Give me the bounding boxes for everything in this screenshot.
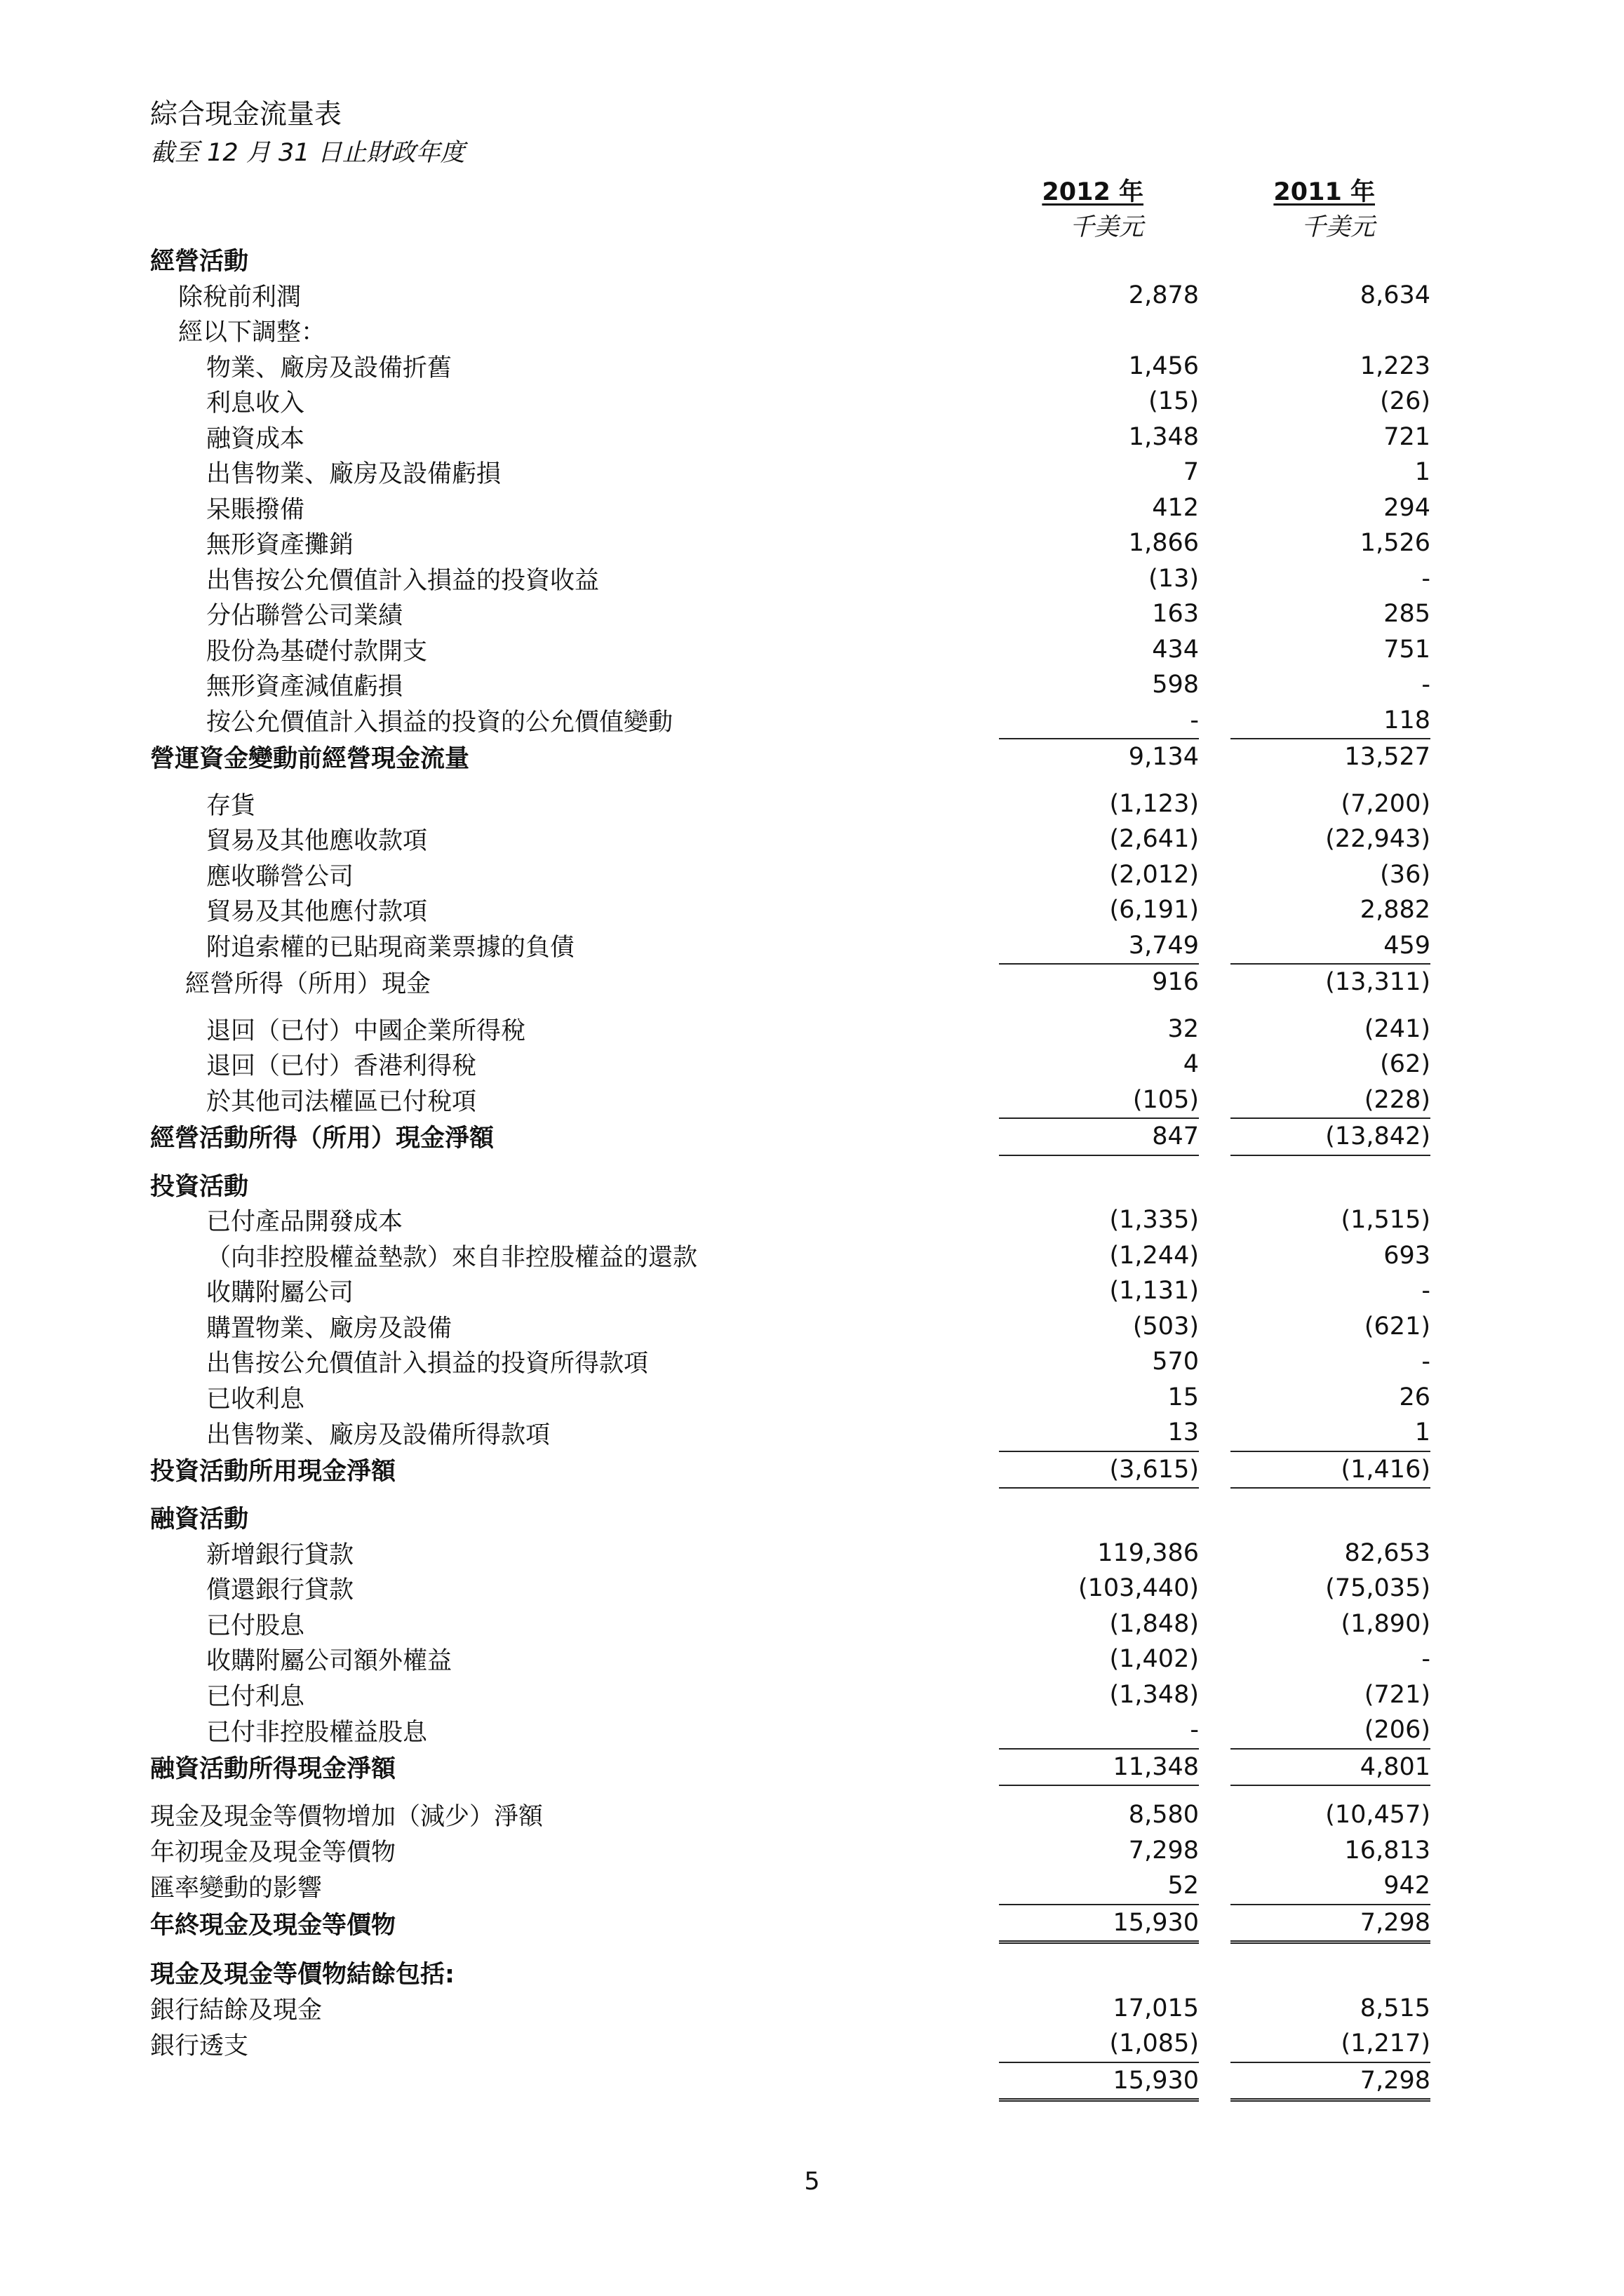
column-gap (1199, 1712, 1230, 1749)
line-item-row (150, 1797, 1430, 1833)
row-label: 無形資產攤銷 (206, 531, 354, 560)
section-heading-row (150, 1167, 1430, 1203)
line-item-row (150, 1238, 1430, 1274)
value-2012: (3,615) (999, 1451, 1199, 1489)
column-unit-2012: 千美元 (1069, 213, 1143, 241)
line-item-row (150, 786, 1430, 822)
value-2011: (10,457) (1325, 1801, 1430, 1830)
value-2012: 15 (1167, 1383, 1199, 1411)
row-label: 經以下調整： (178, 318, 326, 347)
row-label: （向非控股權益墊款）來自非控股權益的還款 (206, 1243, 698, 1272)
value-2011: 1 (1414, 458, 1430, 487)
value-2012: 119,386 (1097, 1538, 1199, 1567)
value-2012: (1,123) (1109, 789, 1199, 818)
column-gap (1199, 1905, 1230, 1942)
line-item-row (150, 1415, 1430, 1451)
value-2012: (6,191) (1109, 896, 1199, 925)
page-number: 5 (804, 2168, 820, 2196)
section-heading-row (150, 1500, 1430, 1536)
value-2012: (2,641) (1109, 825, 1199, 854)
value-2012: 1,456 (1128, 351, 1199, 380)
value-2012: 570 (1152, 1348, 1199, 1376)
line-item-row (150, 1047, 1430, 1082)
line-item-row (150, 2026, 1430, 2062)
column-gap (1199, 1868, 1230, 1905)
value-2011: (241) (1364, 1014, 1430, 1043)
value-2012: 17,015 (1113, 1994, 1199, 2022)
line-item-row (150, 857, 1430, 893)
value-2011 (1230, 242, 1430, 278)
value-2011 (1230, 313, 1430, 349)
value-2012: 11,348 (999, 1749, 1199, 1786)
value-2011: 285 (1383, 600, 1430, 629)
value-2011: (13,311) (1230, 964, 1430, 1000)
value-2012: 8,580 (1128, 1801, 1199, 1830)
column-gap (1199, 892, 1230, 928)
line-item-row (150, 349, 1430, 384)
value-2011: 7,298 (1230, 2062, 1430, 2100)
value-2011: - (1421, 1277, 1430, 1305)
column-gap (1199, 1991, 1230, 2027)
column-gap (1199, 1642, 1230, 1677)
column-gap (1199, 419, 1230, 455)
column-gap (1199, 1047, 1230, 1082)
row-label: 應收聯營公司 (206, 862, 354, 891)
subtotal-row (150, 1118, 1430, 1155)
value-2012: (105) (1132, 1085, 1199, 1114)
value-2011: (206) (1364, 1716, 1430, 1745)
line-item-row (150, 703, 1430, 739)
column-gap (1199, 632, 1230, 668)
line-item-row (150, 278, 1430, 314)
value-2011: 4,801 (1230, 1749, 1430, 1786)
line-item-row (150, 419, 1430, 455)
value-2011: (75,035) (1325, 1574, 1430, 1603)
subtotal-row (150, 1905, 1430, 1942)
value-2011: (1,515) (1341, 1206, 1430, 1235)
value-2012: (1,402) (1109, 1645, 1199, 1674)
row-label: 貿易及其他應付款項 (206, 898, 428, 927)
section-heading-row (150, 242, 1430, 278)
value-2011: (7,200) (1341, 789, 1430, 818)
value-2012: (1,335) (1109, 1206, 1199, 1235)
row-label: 營運資金變動前經營現金流量 (150, 744, 470, 773)
column-gap (1199, 786, 1230, 822)
spacer-row (150, 1000, 1430, 1012)
column-year-2011: 2011 年 (1273, 178, 1375, 206)
spacer-row (150, 1785, 1430, 1797)
spacer-row (150, 1155, 1430, 1167)
subtotal-row (150, 1451, 1430, 1489)
column-gap (1199, 1273, 1230, 1309)
row-label: 銀行透支 (150, 2032, 249, 2060)
column-gap (1199, 490, 1230, 526)
line-item-row (150, 892, 1430, 928)
row-label: 融資成本 (206, 424, 305, 453)
value-2012: 7 (1183, 458, 1199, 487)
column-gap (1199, 1536, 1230, 1571)
row-label: 存貨 (206, 791, 256, 820)
row-label: 出售按公允價值計入損益的投資所得款項 (206, 1350, 649, 1378)
line-item-row (150, 964, 1430, 1000)
line-item-row (150, 525, 1430, 561)
line-item-row (150, 1273, 1430, 1309)
row-label: 年初現金及現金等價物 (150, 1838, 396, 1867)
column-gap (1199, 1118, 1230, 1155)
value-2011: (228) (1364, 1085, 1430, 1114)
line-item-row (150, 384, 1430, 419)
subtotal-row (150, 1749, 1430, 1786)
value-2012: (1,348) (1109, 1680, 1199, 1709)
row-label: 收購附屬公司 (206, 1279, 354, 1308)
cash-flow-table (150, 242, 1430, 2102)
row-label: 融資活動所得現金淨額 (150, 1754, 396, 1783)
value-2011: - (1421, 1348, 1430, 1376)
statement-period: 截至 12 月 31 日止財政年度 (150, 139, 465, 167)
spacer-row (150, 1488, 1430, 1500)
line-item-row (150, 1536, 1430, 1571)
row-label: 經營活動所得（所用）現金淨額 (150, 1124, 495, 1153)
value-2012: 434 (1152, 635, 1199, 664)
line-item-row (150, 1868, 1430, 1905)
value-2011: (62) (1380, 1050, 1430, 1079)
column-gap (1199, 928, 1230, 965)
value-2012: 3,749 (1128, 931, 1199, 960)
column-gap (1199, 667, 1230, 703)
value-2011: (1,217) (1341, 2029, 1430, 2058)
row-label: 除稅前利潤 (178, 283, 302, 311)
column-gap (1199, 2062, 1230, 2100)
value-2011: (1,890) (1341, 1609, 1430, 1638)
column-gap (1199, 964, 1230, 1000)
row-label: 投資活動所用現金淨額 (150, 1457, 396, 1486)
value-2012 (999, 242, 1199, 278)
row-label: 收購附屬公司額外權益 (206, 1647, 452, 1676)
value-2011: - (1421, 671, 1430, 699)
column-gap (1199, 278, 1230, 314)
column-gap (1199, 1571, 1230, 1606)
line-item-row (150, 1309, 1430, 1345)
value-2012: 847 (999, 1118, 1199, 1155)
value-2012: (1,244) (1109, 1241, 1199, 1270)
row-label: 按公允價值計入損益的投資的公允價值變動 (206, 709, 673, 737)
column-gap (1199, 596, 1230, 632)
value-2011: - (1421, 1645, 1430, 1674)
value-2011: 1,526 (1360, 529, 1430, 558)
value-2011: 7,298 (1230, 1905, 1430, 1942)
value-2012: (503) (1132, 1312, 1199, 1341)
column-gap (1199, 525, 1230, 561)
column-gap (1199, 1606, 1230, 1642)
row-label: 出售物業、廠房及設備虧損 (206, 460, 502, 489)
column-unit-2011: 千美元 (1301, 213, 1375, 241)
line-item-row (150, 1202, 1430, 1238)
row-label: 已付產品開發成本 (206, 1208, 403, 1237)
value-2011: 751 (1383, 635, 1430, 664)
value-2012: 15,930 (999, 1905, 1199, 1942)
value-2012: (1,848) (1109, 1609, 1199, 1638)
line-item-row (150, 1833, 1430, 1869)
row-label: 無形資產減值虧損 (206, 673, 403, 701)
section-heading-row (150, 1955, 1430, 1991)
line-item-row (150, 313, 1430, 349)
row-label: 銀行結餘及現金 (150, 1996, 323, 2025)
spacer-row (150, 1942, 1430, 1956)
column-gap (1199, 1167, 1230, 1203)
value-2011 (1230, 1955, 1430, 1991)
value-2011 (1230, 1167, 1430, 1203)
column-gap (1199, 1380, 1230, 1416)
value-2011: 26 (1399, 1383, 1430, 1411)
column-gap (1199, 857, 1230, 893)
value-2012: 1,348 (1128, 422, 1199, 451)
value-2011: (621) (1364, 1312, 1430, 1341)
column-gap (1199, 739, 1230, 775)
row-label (150, 2062, 999, 2100)
value-2011: (13,842) (1230, 1118, 1430, 1155)
row-label: 經營所得（所用）現金 (185, 969, 431, 998)
value-2011: (36) (1380, 860, 1430, 889)
value-2011: 118 (1383, 706, 1430, 734)
column-gap (1199, 349, 1230, 384)
column-gap (1199, 313, 1230, 349)
row-label: 已收利息 (206, 1385, 305, 1414)
value-2011: 1,223 (1360, 351, 1430, 380)
column-gap (1199, 1012, 1230, 1047)
column-gap (1199, 1344, 1230, 1380)
column-gap (1199, 821, 1230, 857)
value-2011: 82,653 (1344, 1538, 1430, 1567)
row-label: 附追索權的已貼現商業票據的負債 (206, 934, 575, 962)
row-label: 投資活動 (150, 1172, 249, 1201)
row-label: 已付利息 (206, 1682, 305, 1711)
line-item-row (150, 1344, 1430, 1380)
column-gap (1199, 1833, 1230, 1869)
row-label: 出售按公允價值計入損益的投資收益 (206, 566, 600, 595)
line-item-row (150, 1380, 1430, 1416)
value-2012: (1,131) (1109, 1277, 1199, 1305)
value-2011: (26) (1380, 387, 1430, 416)
line-item-row (150, 1082, 1430, 1119)
column-gap (1199, 242, 1230, 278)
value-2012: 163 (1152, 600, 1199, 629)
column-gap (1199, 1500, 1230, 1536)
column-gap (1199, 384, 1230, 419)
value-2012: 412 (1152, 493, 1199, 522)
line-item-row (150, 1606, 1430, 1642)
value-2011: 13,527 (1230, 739, 1430, 775)
value-2012: 4 (1183, 1050, 1199, 1079)
line-item-row (150, 490, 1430, 526)
column-gap (1199, 1451, 1230, 1489)
column-gap (1199, 1202, 1230, 1238)
value-2012 (999, 1167, 1199, 1203)
row-label: 股份為基礎付款開支 (206, 637, 428, 666)
line-item-row (150, 1677, 1430, 1713)
line-item-row (150, 928, 1430, 965)
column-gap (1199, 561, 1230, 597)
column-gap (1199, 1238, 1230, 1274)
value-2011: (721) (1364, 1680, 1430, 1709)
value-2012: 13 (1167, 1418, 1199, 1447)
row-label: 已付股息 (206, 1611, 305, 1640)
line-item-row (150, 632, 1430, 668)
row-label: 分佔聯營公司業績 (206, 602, 403, 631)
row-label: 匯率變動的影響 (150, 1874, 323, 1902)
column-gap (1199, 1082, 1230, 1119)
line-item-row (150, 596, 1430, 632)
value-2011: 459 (1383, 931, 1430, 960)
value-2012: 598 (1152, 671, 1199, 699)
row-label: 退回（已付）香港利得稅 (206, 1052, 477, 1081)
value-2012: 7,298 (1128, 1836, 1199, 1865)
value-2012: 9,134 (999, 739, 1199, 775)
value-2011: 693 (1383, 1241, 1430, 1270)
line-item-row (150, 1712, 1430, 1749)
value-2012: - (1190, 1716, 1199, 1745)
value-2012: 15,930 (999, 2062, 1199, 2100)
value-2011: (22,943) (1325, 825, 1430, 854)
value-2012: 32 (1167, 1014, 1199, 1043)
value-2012 (999, 1955, 1199, 1991)
value-2012: (2,012) (1109, 860, 1199, 889)
value-2012: 916 (999, 964, 1199, 1000)
row-label: 年終現金及現金等價物 (150, 1911, 396, 1940)
row-label: 退回（已付）中國企業所得稅 (206, 1016, 526, 1045)
statement-title: 綜合現金流量表 (150, 99, 342, 130)
row-label: 已付非控股權益股息 (206, 1718, 428, 1747)
line-item-row (150, 1571, 1430, 1606)
value-2011: 294 (1383, 493, 1430, 522)
column-gap (1199, 703, 1230, 739)
value-2011: 16,813 (1344, 1836, 1430, 1865)
value-2011: (1,416) (1230, 1451, 1430, 1489)
row-label: 現金及現金等價物增加（減少）淨額 (150, 1803, 544, 1832)
value-2012: 52 (1167, 1872, 1199, 1900)
row-label: 呆賬撥備 (206, 495, 305, 524)
column-gap (1199, 1677, 1230, 1713)
line-item-row (150, 2062, 1430, 2100)
value-2012 (999, 313, 1199, 349)
row-label: 經營活動 (150, 248, 249, 276)
value-2012: - (1190, 706, 1199, 734)
line-item-row (150, 1642, 1430, 1677)
column-year-2012: 2012 年 (1042, 178, 1143, 206)
value-2012: (13) (1148, 564, 1199, 593)
row-label: 於其他司法權區已付稅項 (206, 1088, 477, 1117)
value-2011: 721 (1383, 422, 1430, 451)
line-item-row (150, 1012, 1430, 1047)
value-2011: 942 (1383, 1872, 1430, 1900)
column-gap (1199, 1797, 1230, 1833)
row-label: 出售物業、廠房及設備所得款項 (206, 1421, 551, 1449)
value-2011: 2,882 (1360, 896, 1430, 925)
line-item-row (150, 667, 1430, 703)
value-2011 (1230, 1500, 1430, 1536)
value-2012: 1,866 (1128, 529, 1199, 558)
column-gap (1199, 455, 1230, 490)
row-label: 購置物業、廠房及設備 (206, 1314, 452, 1343)
spacer-row (150, 775, 1430, 786)
line-item-row (150, 1991, 1430, 2027)
value-2012: (1,085) (1109, 2029, 1199, 2058)
row-label: 新增銀行貸款 (206, 1540, 354, 1569)
row-label: 物業、廠房及設備折舊 (206, 354, 452, 382)
subtotal-row (150, 739, 1430, 775)
line-item-row (150, 561, 1430, 597)
line-item-row (150, 821, 1430, 857)
value-2011: 1 (1414, 1418, 1430, 1447)
column-gap (1199, 1309, 1230, 1345)
value-2012: 2,878 (1128, 281, 1199, 309)
row-label: 現金及現金等價物結餘包括: (150, 1961, 455, 1989)
value-2011: - (1421, 564, 1430, 593)
row-label: 利息收入 (206, 389, 305, 418)
column-gap (1199, 1749, 1230, 1786)
row-label: 償還銀行貸款 (206, 1576, 354, 1605)
value-2011: 8,515 (1360, 1994, 1430, 2022)
value-2012: (15) (1148, 387, 1199, 416)
column-gap (1199, 2026, 1230, 2062)
value-2012: (103,440) (1078, 1574, 1199, 1603)
value-2012 (999, 1500, 1199, 1536)
line-item-row (150, 455, 1430, 490)
column-gap (1199, 1955, 1230, 1991)
row-label: 融資活動 (150, 1505, 249, 1534)
column-gap (1199, 1415, 1230, 1451)
value-2011: 8,634 (1360, 281, 1430, 309)
row-label: 貿易及其他應收款項 (206, 827, 428, 856)
